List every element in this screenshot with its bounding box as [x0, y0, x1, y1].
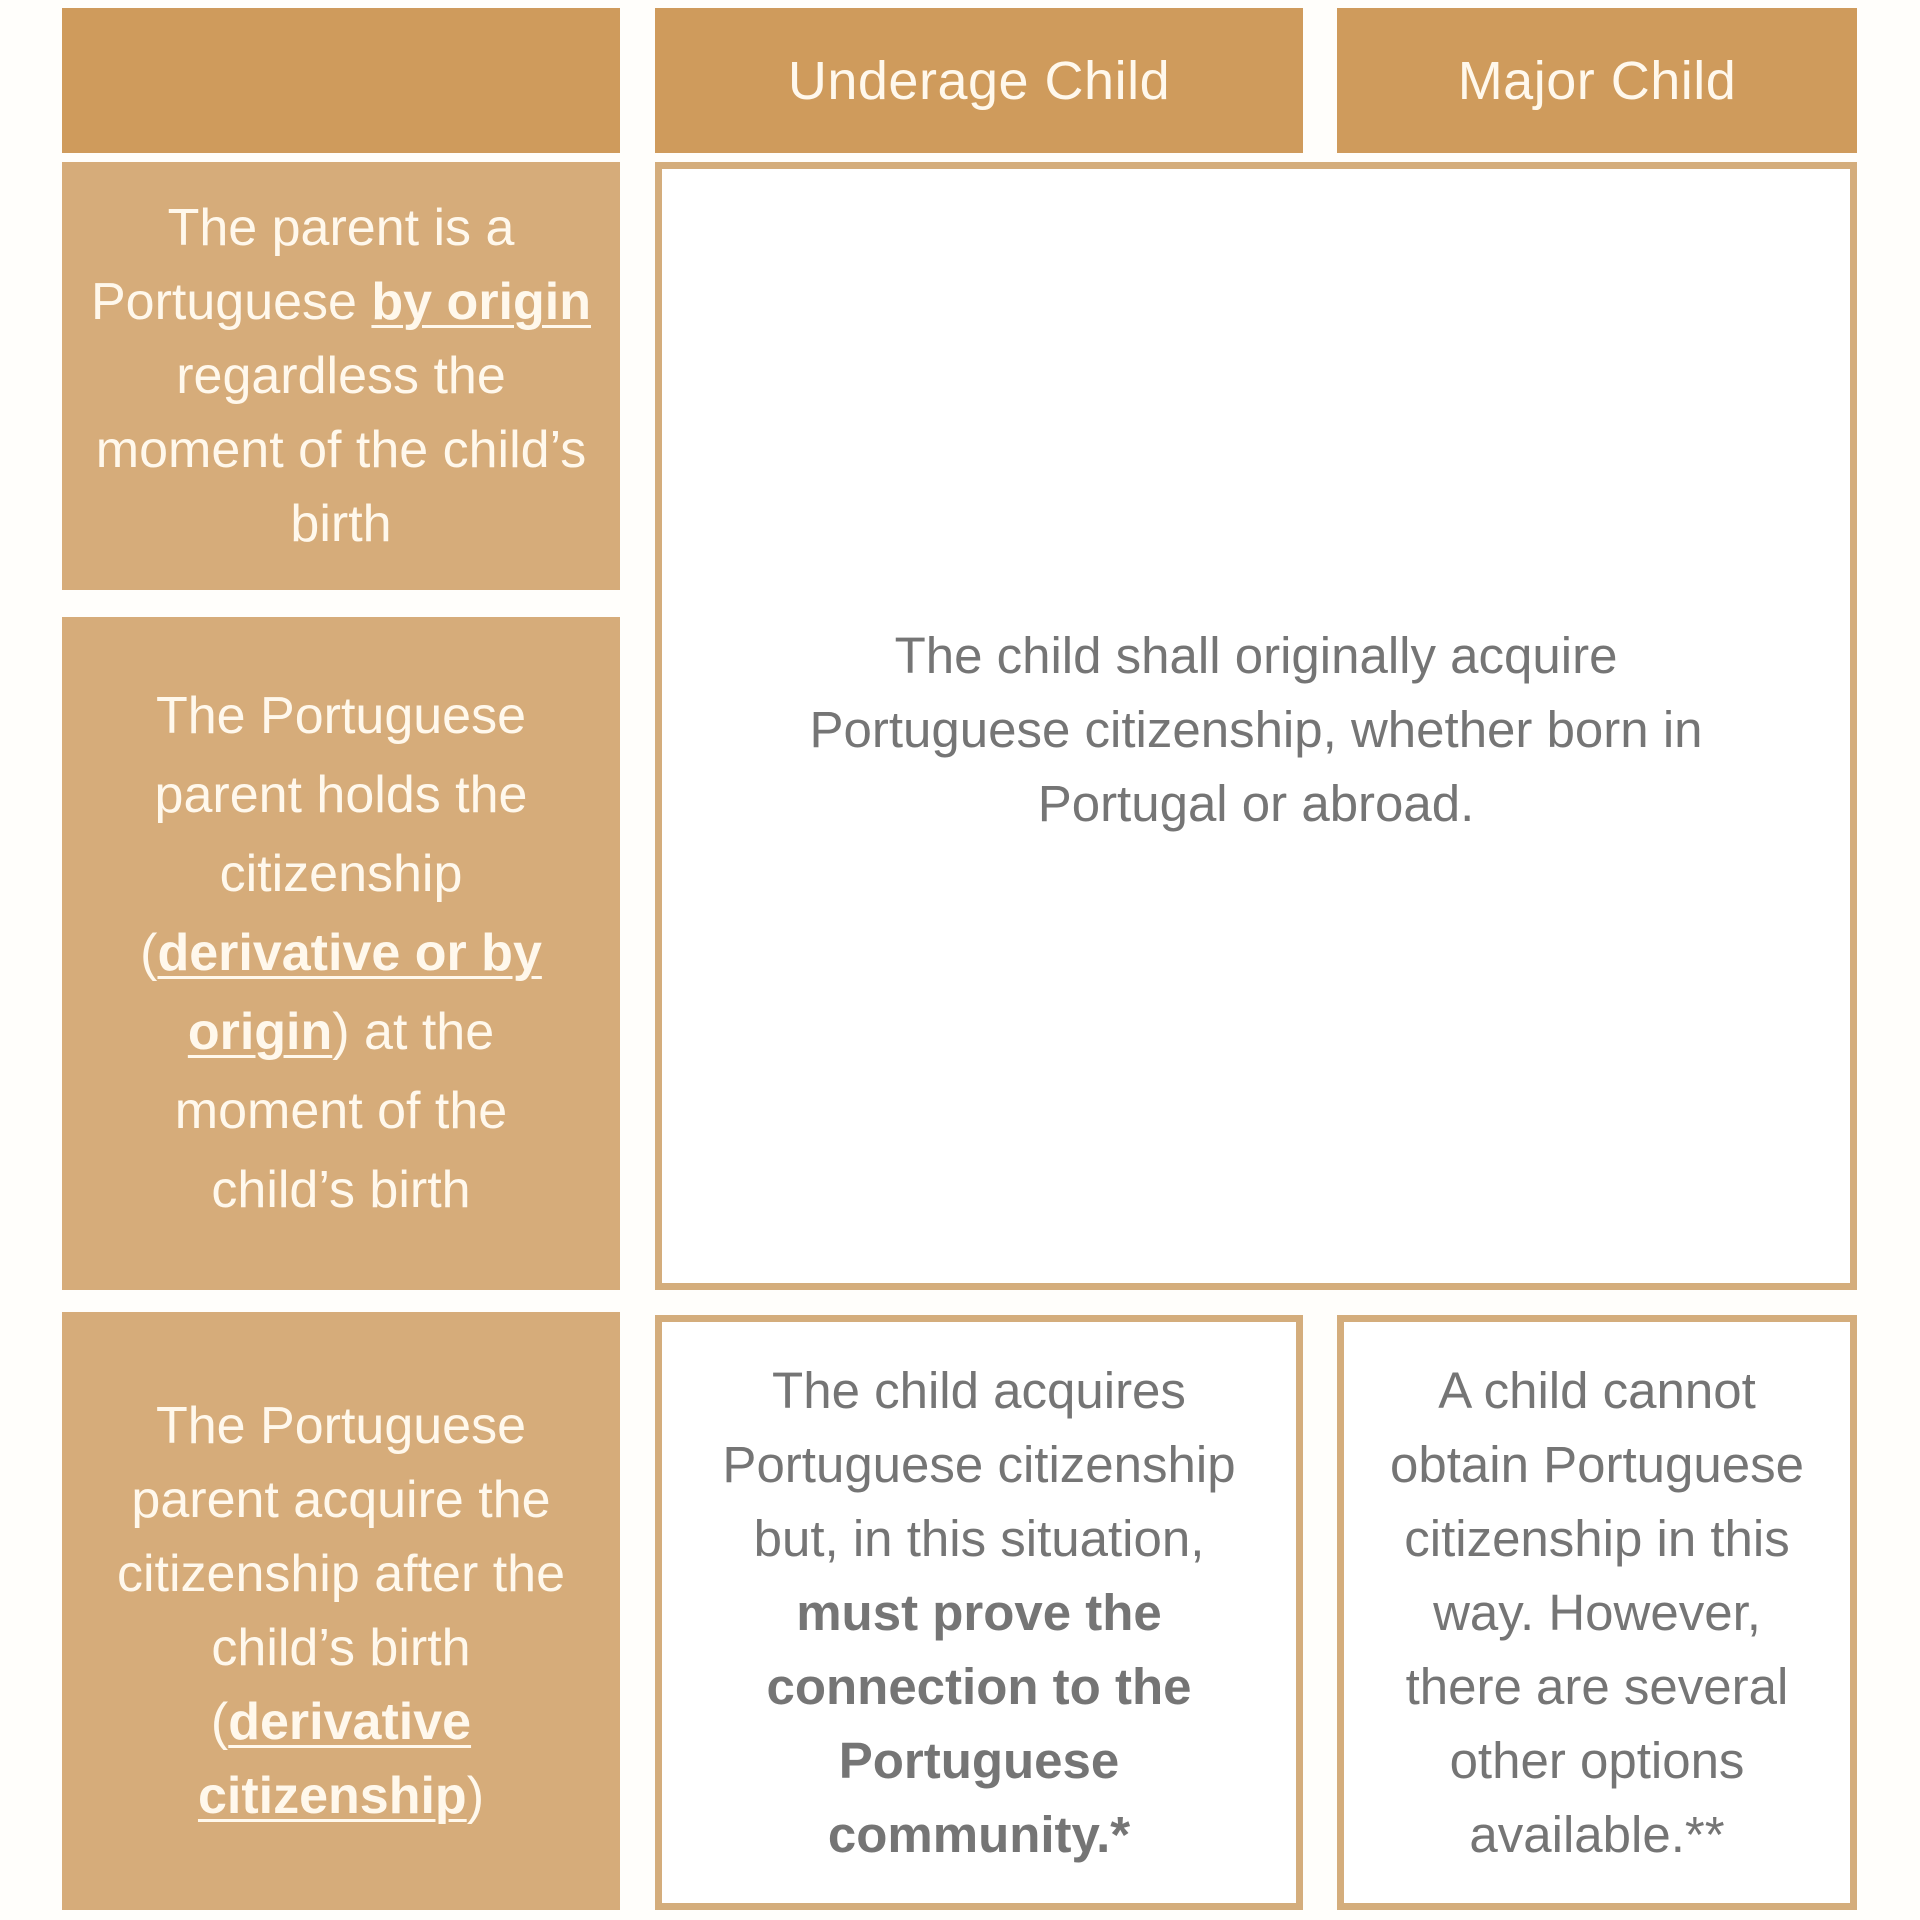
column-title-underage: Underage Child	[787, 50, 1171, 111]
outcome-text: The child shall originally acquire Portuguese citizenship, whether born in Portugal or abroad.	[809, 627, 1703, 832]
header-major-child	[1337, 8, 1857, 153]
condition-text-post: regardless the moment of the child’s birth	[95, 347, 587, 553]
condition-text-pre: The Portuguese parent holds the citizenship (	[140, 687, 528, 982]
condition-text-post: ) at the moment of the child’s birth	[174, 1003, 508, 1219]
outcome-cell-original-acquisition	[655, 162, 1857, 1290]
condition-cell-holds-citizenship	[62, 617, 620, 1290]
condition-text-pre: The parent is a Portuguese	[91, 199, 515, 331]
condition-cell-by-origin	[62, 162, 620, 590]
outcome-text-regular: The child acquires Portuguese citizenship but, in this situation,	[722, 1361, 1236, 1567]
outcome-cell-underage-derivative	[655, 1315, 1303, 1910]
condition-emphasis: derivative or by origin	[157, 924, 542, 1061]
outcome-text: A child cannot obtain Portuguese citizenship in this way. However, there are several other options available.**	[1390, 1361, 1804, 1863]
condition-text-pre: The Portuguese parent acquire the citizenship after the child’s birth (	[116, 1397, 566, 1751]
header-corner-cell	[62, 8, 620, 153]
condition-emphasis: derivative citizenship	[197, 1693, 472, 1825]
condition-cell-acquired-after-birth	[62, 1312, 620, 1910]
condition-text	[102, 677, 580, 1230]
outcome-cell-major-derivative	[1337, 1315, 1857, 1910]
condition-emphasis: by origin	[371, 273, 591, 331]
condition-text-post: )	[466, 1767, 485, 1825]
condition-text	[76, 1389, 606, 1833]
outcome-text	[692, 1354, 1266, 1872]
condition-text	[76, 191, 606, 561]
column-title-major: Major Child	[1457, 50, 1737, 111]
outcome-text-bold: must prove the connection to the Portuguese community.*	[766, 1583, 1192, 1863]
header-underage-child	[655, 8, 1303, 153]
